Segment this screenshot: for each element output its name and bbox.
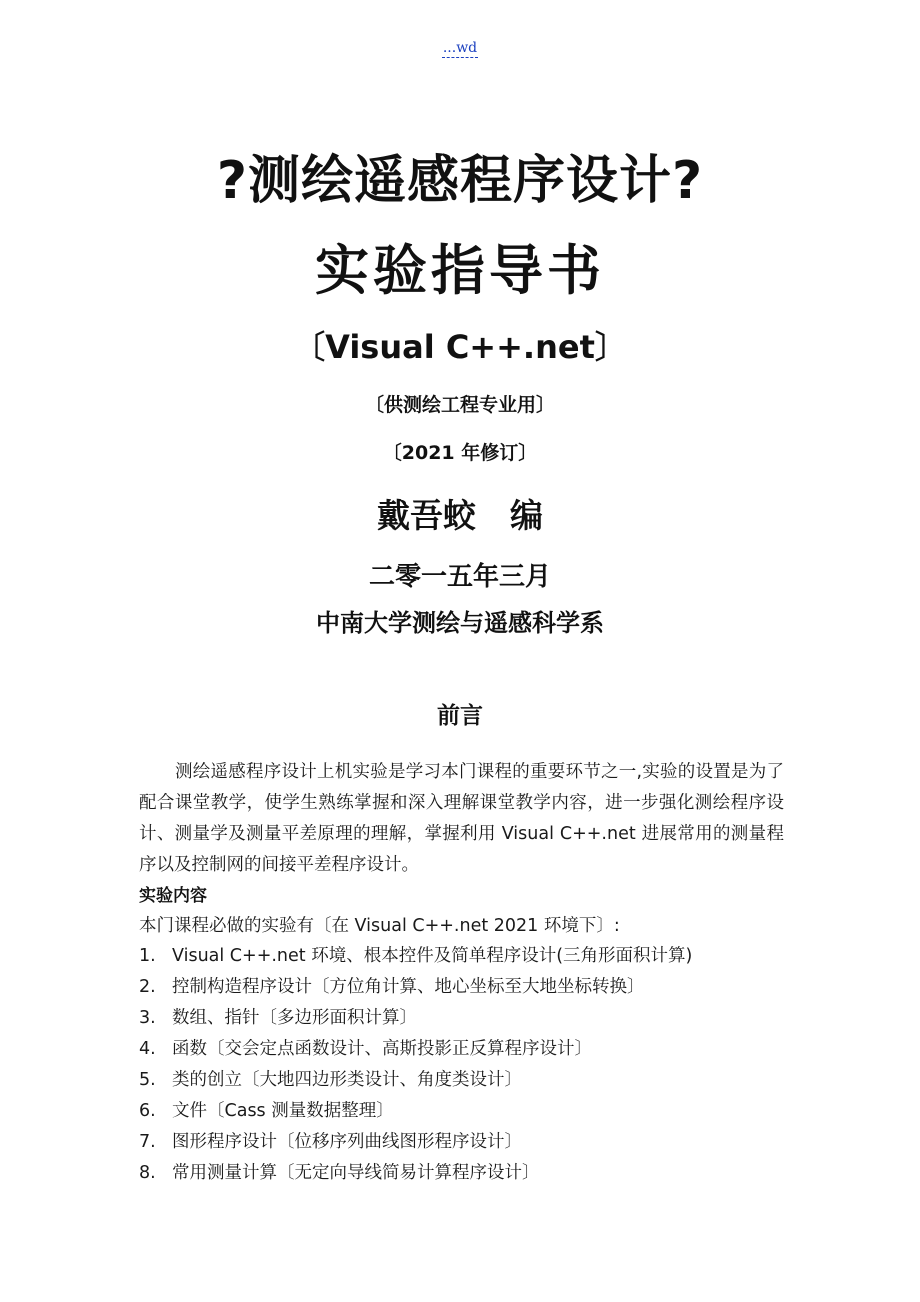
list-item-number: 7. xyxy=(139,1132,156,1152)
subtitle-usage: 〔供测绘工程专业用〕 xyxy=(364,394,555,416)
list-item-text: 函数〔交会定点函数设计、高斯投影正反算程序设计〕 xyxy=(172,1039,592,1059)
preface-paragraph: 测绘遥感程序设计上机实验是学习本门课程的重要环节之一,实验的设置是为了配合课堂教学，使学生熟练掌握和深入理解课堂教学内容，进一步强化测绘程序设计、测量学及测量平差原理的理解，掌握利用 Visual C++.net 进展常用的测量程序以及控制网的间接平差程序设计。 xyxy=(139,762,784,875)
lab-list xyxy=(139,941,692,1189)
author-line xyxy=(0,490,920,537)
list-item-number: 1. xyxy=(139,946,156,966)
list-item xyxy=(139,1065,692,1096)
title-course-name: ?测绘遥感程序设计? xyxy=(216,151,704,211)
list-item-number: 4. xyxy=(139,1039,156,1059)
list-item-number: 8. xyxy=(139,1163,156,1183)
list-item-text: 图形程序设计〔位移序列曲线图形程序设计〕 xyxy=(172,1132,522,1152)
title-language: 〔Visual C++.net〕 xyxy=(293,328,627,366)
list-item-text: 控制构造程序设计〔方位角计算、地心坐标至大地坐标转换〕 xyxy=(172,977,645,997)
list-item-text: 文件〔Cass 测量数据整理〕 xyxy=(172,1101,394,1121)
list-item-text: Visual C++.net 环境、根本控件及简单程序设计(三角形面积计算) xyxy=(172,946,693,966)
title-lab-guide: 实验指导书 xyxy=(315,239,605,302)
list-item xyxy=(139,1158,692,1189)
list-item-number: 6. xyxy=(139,1101,156,1121)
publication-date: 二零一五年三月 xyxy=(368,562,551,592)
list-item xyxy=(139,1034,692,1065)
section-heading-lab-content: 实验内容 xyxy=(139,886,207,906)
list-item-number: 5. xyxy=(139,1070,156,1090)
preface-heading: 前言 xyxy=(437,703,483,729)
list-item-number: 2. xyxy=(139,977,156,997)
list-item xyxy=(139,941,692,972)
list-item xyxy=(139,1003,692,1034)
lab-intro-text: 本门课程必做的实验有〔在 Visual C++.net 2021 环境下〕: xyxy=(139,916,620,936)
department-name: 中南大学测绘与遥感科学系 xyxy=(316,609,604,637)
list-item-text: 数组、指针〔多边形面积计算〕 xyxy=(172,1008,417,1028)
list-item xyxy=(139,1127,692,1158)
list-item xyxy=(139,972,692,1003)
subtitle-revision: 〔2021 年修订〕 xyxy=(382,442,538,464)
author-name: 戴吾蛟 xyxy=(377,496,476,535)
list-item-text: 常用测量计算〔无定向导线简易计算程序设计〕 xyxy=(172,1163,540,1183)
author-role: 编 xyxy=(510,496,543,535)
page-header-mark xyxy=(0,40,920,56)
list-item xyxy=(139,1096,692,1127)
list-item-number: 3. xyxy=(139,1008,156,1028)
list-item-text: 类的创立〔大地四边形类设计、角度类设计〕 xyxy=(172,1070,522,1090)
header-mark-text: ...wd xyxy=(442,40,478,56)
